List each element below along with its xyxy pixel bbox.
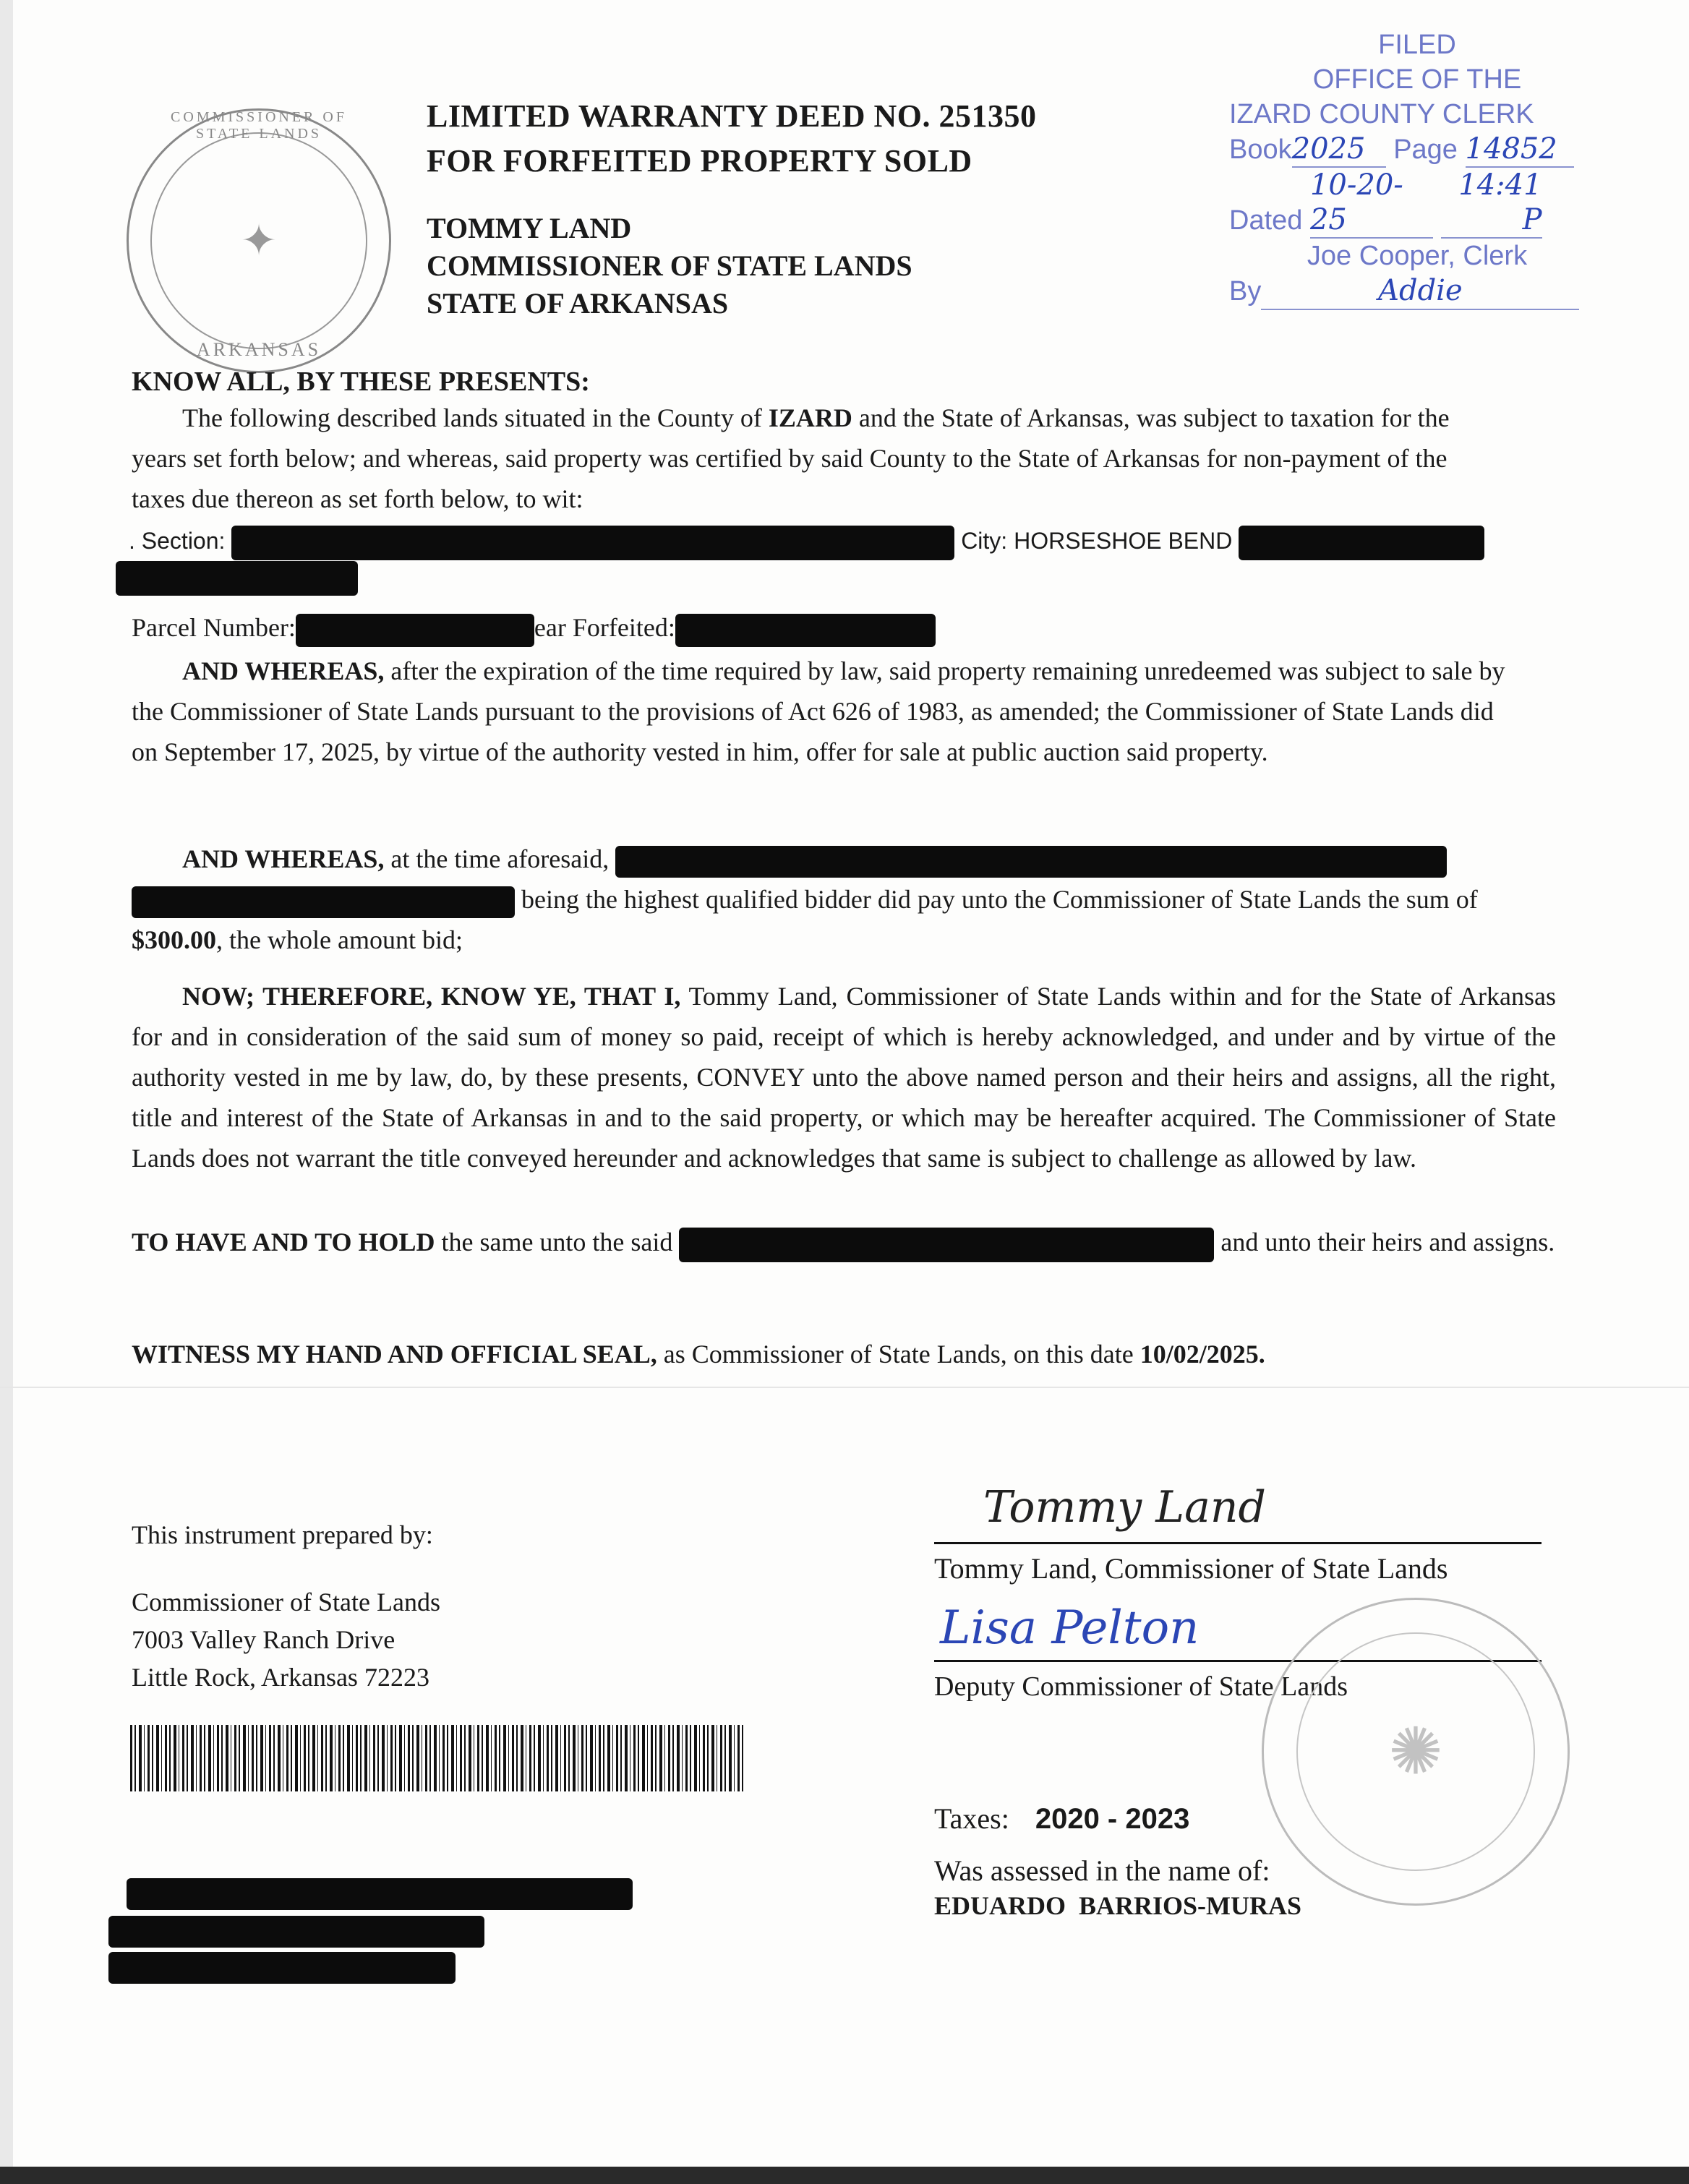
issuer-name: TOMMY LAND: [427, 212, 632, 244]
seal-ring-bottom: ARKANSAS: [196, 339, 322, 360]
seal-eagle-emblem-icon: ✺: [1388, 1716, 1443, 1789]
prepared-by-address: Commissioner of State Lands 7003 Valley Ranch Drive Little Rock, Arkansas 72223: [132, 1588, 440, 1692]
sale-amount: $300.00: [132, 925, 216, 954]
intro-heading: KNOW ALL, BY THESE PRESENTS:: [132, 367, 590, 397]
redaction-block: [108, 1952, 456, 1984]
stamp-dated: Dated 10-20-25 14:41 P: [1229, 168, 1605, 239]
stamp-time-value: 14:41 P: [1441, 168, 1542, 239]
assessed-label: Was assessed in the name of:: [934, 1854, 1270, 1887]
document-barcode: [130, 1725, 745, 1791]
county-clerk-filing-stamp: [1229, 27, 1605, 310]
issuer-state: STATE OF ARKANSAS: [427, 287, 729, 320]
deed-title-line2: FOR FORFEITED PROPERTY SOLD: [427, 143, 972, 179]
witness-date: 10/02/2025.: [1139, 1340, 1265, 1369]
issuer-block: [427, 210, 912, 322]
stamp-book-page: Book2025 Page 14852: [1229, 132, 1605, 168]
deputy-caption: Deputy Commissioner of State Lands: [934, 1671, 1348, 1702]
page-edge-left: [0, 0, 13, 2184]
stamp-book-value: 2025: [1292, 132, 1386, 168]
redaction-block: [132, 886, 515, 918]
redaction-block: [296, 614, 534, 647]
parcel-line: [132, 607, 936, 648]
redaction-block: [231, 526, 954, 560]
section-label: . Section:: [129, 528, 226, 554]
commissioner-signature-line: [934, 1542, 1542, 1544]
state-lands-official-seal-icon: [1262, 1598, 1570, 1906]
paragraph-lands: The following described lands situated in the County of IZARD and the State of Arkansas, was subject to taxation for the years set forth below; and whereas, said property was certified by said County to the State of Arkansas for non-payment of the taxes due thereon as set forth below, to wit:: [132, 403, 1450, 513]
stamp-filed: FILED: [1378, 30, 1456, 60]
deed-title: [427, 94, 1037, 184]
redaction-block: [679, 1228, 1214, 1262]
assessed-owner-name: EDUARDO BARRIOS-MURAS: [934, 1891, 1302, 1920]
taxes-label: Taxes:: [934, 1802, 1009, 1835]
stamp-county-clerk: IZARD COUNTY CLERK: [1229, 99, 1534, 129]
seal-ring-top: COMMISSIONER OF STATE LANDS: [171, 109, 347, 142]
commissioner-caption: Tommy Land, Commissioner of State Lands: [934, 1552, 1448, 1585]
redaction-block: [108, 1916, 484, 1948]
deputy-signature: Lisa Pelton: [940, 1601, 1200, 1655]
paragraph-habendum: TO HAVE AND TO HOLD the same unto the said and unto their heirs and assigns.: [132, 1222, 1556, 1262]
city-value: HORSESHOE BEND: [1014, 528, 1233, 554]
stamp-date-value: 10-20-25: [1310, 168, 1433, 239]
taxes-line: [934, 1799, 1189, 1839]
commissioner-signature: Tommy Land: [983, 1482, 1266, 1533]
prepared-by-label: This instrument prepared by:: [132, 1520, 433, 1549]
county-name: IZARD: [768, 403, 852, 432]
redaction-block: [116, 561, 358, 596]
paragraph-whereas-sale: AND WHEREAS, after the expiration of the time required by law, said property remaining unredeemed was subject to sale by the Commissioner of State Lands pursuant to the provisions of Act 626 of 1983, as amended; the Commissioner of State Lands did on September 17, 2025, by virtue of the authority vested in him, offer for sale at public auction said property.: [132, 656, 1505, 766]
redaction-block: [615, 846, 1447, 878]
redaction-block: [1239, 526, 1484, 560]
redaction-block: [675, 614, 936, 647]
paragraph-witness: WITNESS MY HAND AND OFFICIAL SEAL, as Commissioner of State Lands, on this date 10/02/2025.: [132, 1340, 1265, 1369]
paragraph-conveyance: NOW; THEREFORE, KNOW YE, THAT I, Tommy Land, Commissioner of State Lands within and for the State of Arkansas for and in consideration of the said sum of money so paid, receipt of which is hereby acknowledged, and under and by virtue of the authority vested in me by law, do, by these presents, CONVEY unto the above named person and their heirs and assigns, all the right, title and interest of the State of Arkansas in and to the said property, or which may be hereafter acquired. The Commissioner of State Lands does not warrant the title conveyed hereunder and acknowledges that same is subject to challenge as allowed by law.: [132, 982, 1556, 1173]
parcel-label: Parcel Number:: [132, 613, 296, 642]
stamp-office: OFFICE OF THE: [1312, 64, 1522, 95]
paragraph-whereas-bidder: AND WHEREAS, at the time aforesaid, being the highest qualified bidder did pay unto the Commissioner of State Lands the sum of $300.00, the whole amount bid;: [132, 844, 1478, 954]
city-label: City:: [961, 528, 1008, 554]
issuer-title: COMMISSIONER OF STATE LANDS: [427, 249, 912, 282]
legal-description-line: [129, 521, 1575, 561]
stamp-page-value: 14852: [1466, 132, 1574, 168]
stamp-clerk-name: Joe Cooper, Clerk: [1307, 241, 1528, 271]
commissioner-seal-icon: [127, 108, 391, 373]
stamp-by-signature: Addie: [1378, 274, 1463, 307]
year-forfeited-label: ear Forfeited:: [534, 613, 675, 642]
page-edge-bottom: [0, 2167, 1689, 2184]
seal-emblem-icon: ✦: [240, 217, 278, 265]
redaction-block: [127, 1878, 633, 1910]
taxes-years: 2020 - 2023: [1035, 1803, 1190, 1835]
page-fold-line: [0, 1387, 1689, 1388]
stamp-by: By Addie: [1229, 273, 1605, 310]
deed-title-line1: LIMITED WARRANTY DEED NO. 251350: [427, 98, 1037, 134]
